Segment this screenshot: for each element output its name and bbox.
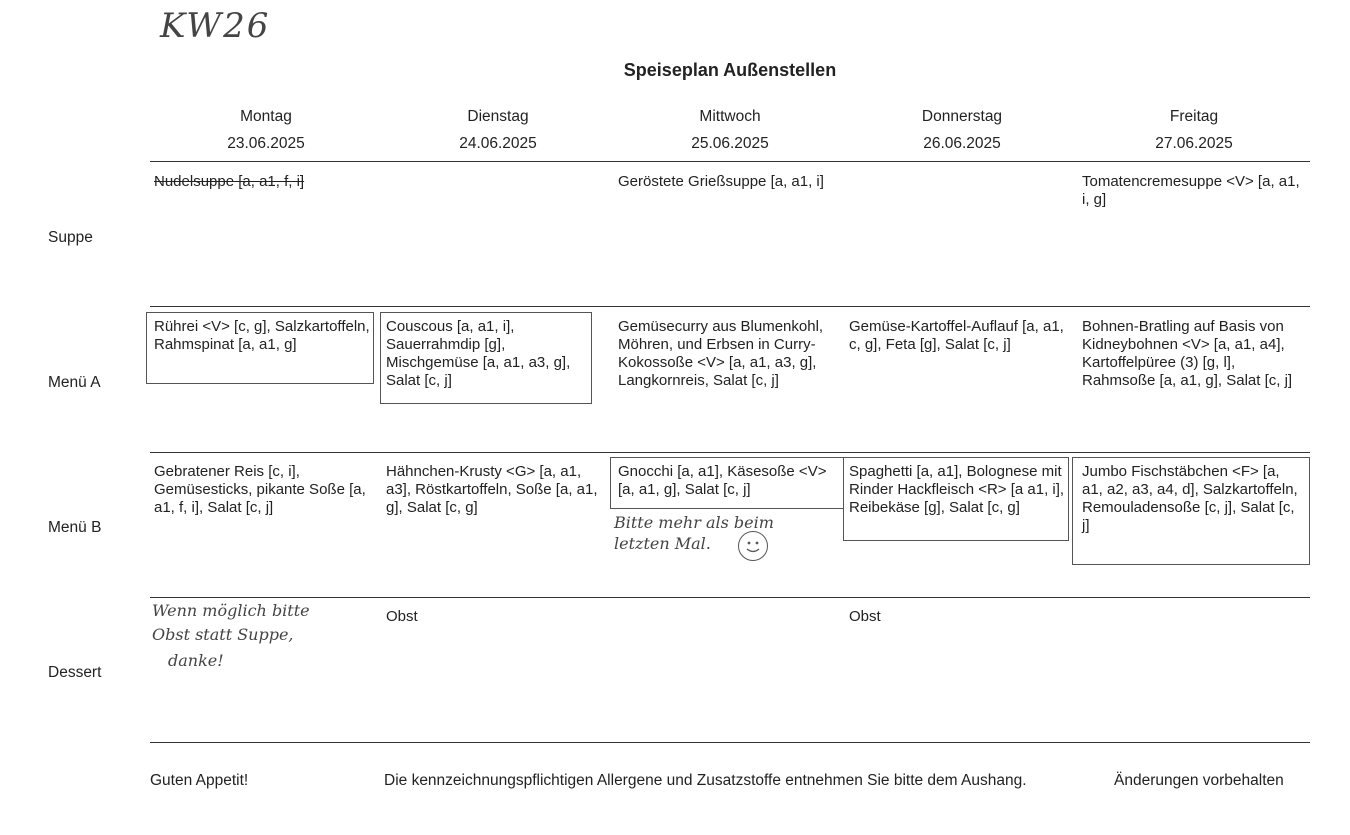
cell-dessert-donnerstag: Obst [849, 608, 881, 625]
cell-menu-b-mittwoch: Gnocchi [a, a1], Käsesoße <V> [a, a1, g], Salat [c, j] [618, 463, 827, 498]
day-date-freitag: 27.06.2025 [1155, 135, 1233, 152]
footer-greeting: Guten Appetit! [150, 772, 249, 789]
day-name-dienstag: Dienstag [467, 108, 529, 125]
divider [150, 452, 1310, 453]
divider [150, 742, 1310, 743]
cell-suppe-mittwoch: Geröstete Grießsuppe [a, a1, i] [618, 173, 824, 190]
cell-menu-b-dienstag: Hähnchen-Krusty <G> [a, a1, a3], Röstkartoffeln, Soße [a, a1, g], Salat [c, g] [386, 463, 598, 516]
smiley-icon [738, 531, 768, 561]
day-name-freitag: Freitag [1169, 108, 1219, 125]
cell-menu-a-mittwoch: Gemüsecurry aus Blumenkohl, Möhren, und Erbsen in Curry-Kokossoße <V> [a, a1, a3, g], Langkornreis, Salat [c, j] [618, 318, 824, 389]
day-date-montag: 23.06.2025 [227, 135, 305, 152]
cell-dessert-dienstag: Obst [386, 608, 418, 625]
day-date-mittwoch: 25.06.2025 [691, 135, 769, 152]
page-title: Speiseplan Außenstellen [623, 60, 837, 80]
cell-suppe-freitag: Tomatencremesuppe <V> [a, a1, i, g] [1082, 173, 1300, 208]
footer-allergen-note: Die kennzeichnungspflichtigen Allergene und Zusatzstoffe entnehmen Sie bitte dem Aushang. [384, 772, 1027, 789]
handwritten-note-line: letzten Mal. [614, 534, 711, 553]
cell-menu-a-dienstag: Couscous [a, a1, i], Sauerrahmdip [g], Mischgemüse [a, a1, a3, g], Salat [c, j] [386, 318, 571, 389]
row-label-menu-a: Menü A [48, 374, 101, 391]
handwritten-note-line: danke! [168, 651, 224, 670]
day-date-dienstag: 24.06.2025 [459, 135, 537, 152]
row-label-suppe: Suppe [48, 229, 93, 246]
cell-menu-a-montag: Rührei <V> [c, g], Salzkartoffeln, Rahmspinat [a, a1, g] [154, 318, 370, 353]
day-name-donnerstag: Donnerstag [921, 108, 1003, 125]
cell-menu-a-freitag: Bohnen-Bratling auf Basis von Kidneybohnen <V> [a, a1, a4], Kartoffelpüree (3) [g, l], Rahmsoße [a, a1, g], Salat [c, j] [1082, 318, 1293, 389]
divider [150, 597, 1310, 598]
handwritten-note-line: Wenn möglich bitte [152, 601, 310, 620]
cell-menu-b-montag: Gebratener Reis [c, i], Gemüsesticks, pikante Soße [a, a1, f, i], Salat [c, j] [154, 463, 366, 516]
divider [150, 161, 1310, 162]
day-name-mittwoch: Mittwoch [699, 108, 761, 125]
row-label-dessert: Dessert [48, 664, 102, 681]
day-name-montag: Montag [240, 108, 292, 125]
handwritten-note-line: Bitte mehr als beim [614, 513, 774, 532]
cell-menu-b-freitag: Jumbo Fischstäbchen <F> [a, a1, a2, a3, a4, d], Salzkartoffeln, Remouladensoße [c, j], Salat [c, j] [1082, 463, 1298, 534]
footer-disclaimer: Änderungen vorbehalten [1114, 772, 1284, 789]
divider [150, 306, 1310, 307]
row-label-menu-b: Menü B [48, 519, 102, 536]
week-note: KW26 [160, 6, 271, 46]
cell-menu-b-donnerstag: Spaghetti [a, a1], Bolognese mit Rinder Hackfleisch <R> [a a1, i], Reibekäse [g], Salat [c, g] [849, 463, 1065, 516]
day-date-donnerstag: 26.06.2025 [923, 135, 1001, 152]
cell-suppe-montag: Nudelsuppe [a, a1, f, i] [154, 173, 305, 190]
handwritten-note-line: Obst statt Suppe, [152, 625, 294, 644]
cell-menu-a-donnerstag: Gemüse-Kartoffel-Auflauf [a, a1, c, g], Feta [g], Salat [c, j] [849, 318, 1064, 353]
